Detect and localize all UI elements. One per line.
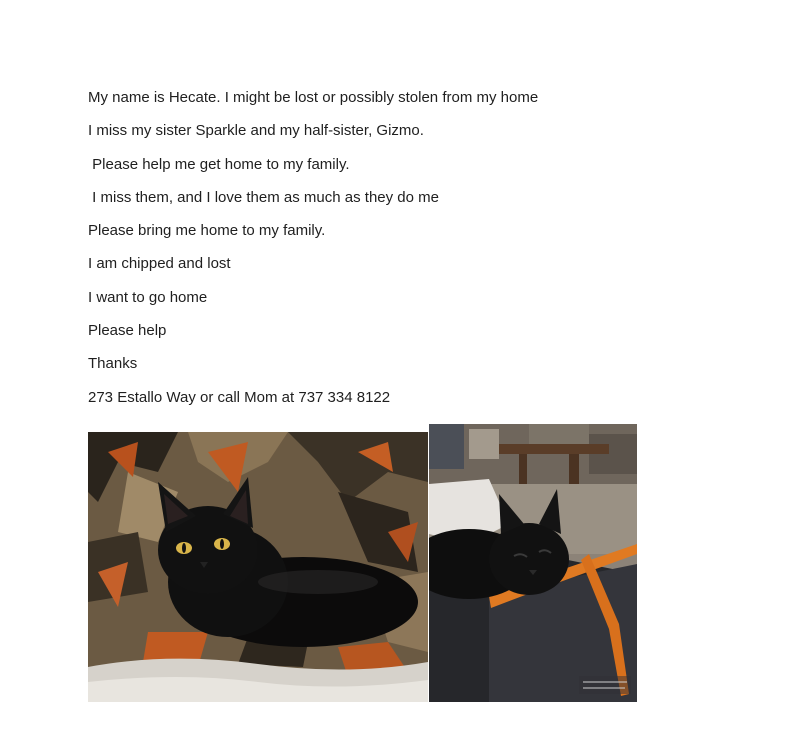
text-line-go-home: I want to go home [88, 288, 208, 306]
text-line-please-help: Please help [88, 322, 167, 340]
text-line-miss-them: I miss them, and I love them as much as they do me [88, 188, 439, 206]
text-line-sisters: I miss my sister Sparkle and my half-sister, Gizmo. [88, 122, 424, 140]
cat-photo-camouflage [88, 432, 428, 702]
text-line-thanks: Thanks [88, 355, 138, 373]
text-line-chipped: I am chipped and lost [88, 255, 231, 273]
photo-row [88, 424, 637, 703]
text-line-bring-home: Please bring me home to my family. [88, 222, 326, 240]
text-line-contact: 273 Estallo Way or call Mom at 737 334 8122 [88, 388, 391, 406]
text-line-name: My name is Hecate. I might be lost or possibly stolen from my home [88, 89, 539, 106]
document-body [88, 88, 728, 421]
text-line-help-home: Please help me get home to my family. [88, 155, 350, 173]
cat-photo-lap [429, 424, 637, 702]
